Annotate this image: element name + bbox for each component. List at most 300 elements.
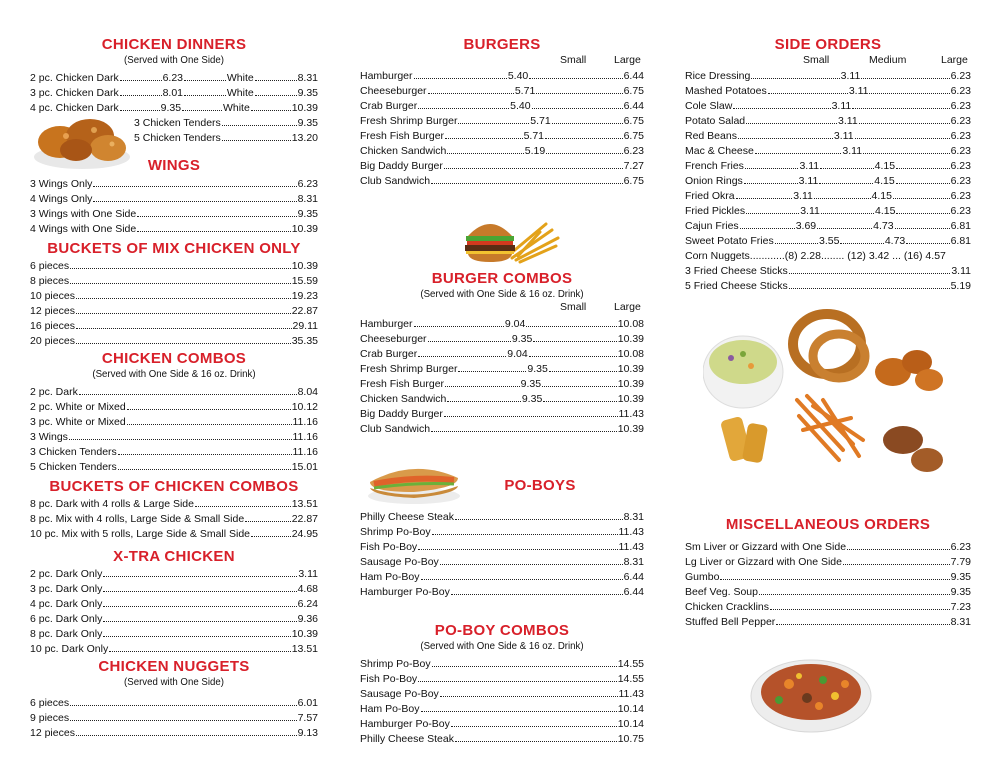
item-name: Fresh Fish Burger [360,130,445,142]
item-price: 6.75 [623,175,644,187]
item-price: 11.43 [618,688,644,700]
burger-combo-rows [360,317,644,437]
menu-row [360,555,644,570]
price-small: 3.69 [795,220,817,232]
item-price: 15.01 [291,461,318,473]
item-name: Crab Burger [360,100,418,112]
item-name: 8 pieces [30,275,70,287]
side-single-rows [685,264,971,294]
section-po-boy-combos [360,622,644,747]
item-price: 3.11 [951,265,971,277]
price-large: 6.23 [950,160,971,172]
item-price: 13.51 [291,498,318,510]
item-name: 10 pc. Mix with 5 rolls, Large Side & Small Side [30,528,251,540]
item-name: 3 Wings Only [30,178,93,190]
po-boy-combo-rows [360,657,644,747]
price-large: 6.23 [950,85,972,97]
section-title: PO-BOYS [504,477,576,494]
section-po-boys [360,477,644,600]
item-name: Chicken Sandwich [360,145,447,157]
item-price: 7.23 [950,601,971,613]
item-name: 3 pc. White or Mixed [30,416,126,428]
item-name: 9 pieces [30,712,70,724]
menu-row [360,347,644,362]
item-name: 2 pc. Dark [30,386,78,398]
price-large: 6.75 [623,115,645,127]
item-name: Sweet Potato Fries [685,235,774,247]
menu-row: 4 pc. Chicken Dark 9.35 White 10.39 [30,102,318,114]
item-price: 10.75 [617,733,644,745]
price-small: 3.11 [840,70,861,82]
price-medium: 4.73 [873,220,894,232]
price-large: 10.39 [617,378,644,390]
menu-row [685,600,971,615]
item-price: 24.95 [291,528,318,540]
item-price: 10.39 [291,628,318,640]
item-name: Big Daddy Burger [360,160,443,172]
menu-row [685,144,971,159]
menu-row [685,264,971,279]
section-title: SIDE ORDERS [774,36,882,53]
menu-row [30,304,318,319]
menu-row: 3 pc. Chicken Dark 8.01 White 9.35 [30,87,318,99]
menu-row [360,672,644,687]
item-price: 3.11 [298,568,318,580]
item-name: French Fries [685,160,744,172]
menu-row [30,289,318,304]
menu-row [685,279,971,294]
price-small: 9.35 [520,378,542,390]
item-price: 15.59 [291,275,318,287]
item-price: 19.23 [291,290,318,302]
size-header: Small Large [560,54,641,66]
section-subtitle: (Served with One Side) [124,54,224,66]
buckets-rows [30,259,318,349]
section-burger-combos [360,270,644,437]
menu-row [360,377,644,392]
item-name: Fresh Shrimp Burger [360,363,458,375]
menu-row [360,510,644,525]
item-name: Mac & Cheese [685,145,754,157]
menu-row [360,129,644,144]
item-price: 8.04 [297,386,318,398]
item-name: Fish Po-Boy [360,541,418,553]
item-price: 13.51 [291,643,318,655]
item-price: 22.87 [291,305,318,317]
price-large: 10.39 [617,333,645,345]
price-small: 3.11 [800,205,820,217]
menu-row [30,319,318,334]
price-small: 9.35 [527,363,548,375]
item-name: Fresh Shrimp Burger [360,115,458,127]
chicken-combo-rows [30,385,318,475]
item-name: 3 Chicken Tenders [30,446,117,458]
menu-row [30,527,318,542]
menu-row [360,159,644,174]
price-small: 3.11 [842,145,863,157]
item-name: Lg Liver or Gizzard with One Side [685,556,842,568]
item-price: 11.16 [292,431,318,443]
item-price: 29.11 [292,320,318,332]
section-title: MISCELLANEOUS ORDERS [725,516,931,533]
menu-row [30,274,318,289]
menu-row [685,189,971,204]
item-name: 4 Wings with One Side [30,223,137,235]
menu-row [30,567,318,582]
menu-row [30,445,318,460]
item-name: 4 Wings Only [30,193,93,205]
item-name: Fish Po-Boy [360,673,418,685]
price-medium: 4.15 [874,175,895,187]
menu-row [30,334,318,349]
price-small: 5.71 [523,130,545,142]
item-name: Red Beans [685,130,737,142]
item-name: Onion Rings [685,175,743,187]
item-price: 10.39 [291,223,318,235]
section-bucket-combos [30,478,318,542]
menu-row [30,460,318,475]
item-name: Big Daddy Burger [360,408,443,420]
menu-row [685,114,971,129]
item-name: Fried Okra [685,190,735,202]
menu-row [360,422,644,437]
item-name: 4 pc. Dark Only [30,598,103,610]
item-name: 6 pc. Dark Only [30,613,103,625]
po-boy-rows [360,510,644,600]
item-name: Hamburger [360,318,413,330]
menu-row [30,627,318,642]
item-name: 5 Fried Cheese Sticks [685,280,788,292]
section-title: BUCKETS OF MIX CHICKEN ONLY [47,240,301,257]
item-price: 8.31 [623,511,644,523]
menu-row [360,657,644,672]
price-small: 5.40 [510,100,531,112]
item-name: Shrimp Po-Boy [360,658,431,670]
menu-row [30,711,318,726]
menu-row [360,407,644,422]
item-name: Potato Salad [685,115,746,127]
item-name: 5 Chicken Tenders [30,461,117,473]
burger-rows [360,69,644,189]
menu-row [30,177,318,192]
menu-row: 3 Chicken Tenders 9.35 [134,117,318,129]
item-name: 3 Wings [30,431,68,443]
menu-row [30,612,318,627]
menu-row [30,726,318,741]
section-side-orders [685,36,971,294]
menu-row [30,512,318,527]
price-large: 6.23 [950,70,971,82]
item-name: 12 pieces [30,727,75,739]
item-name: Sausage Po-Boy [360,688,439,700]
vegetable-soup-image [749,654,873,734]
item-price: 5.19 [950,280,971,292]
item-price: 9.13 [297,727,318,739]
menu-row [360,732,644,747]
price-large: 10.08 [617,348,645,360]
menu-row [30,385,318,400]
item-price: 7.79 [950,556,971,568]
item-price: 11.43 [618,526,644,538]
item-name: Ham Po-Boy [360,571,420,583]
corn-nuggets-row: Corn Nuggets............(8) 2.28........ (12) 3.42 ... (16) 4.57 [685,250,946,262]
item-name: Club Sandwich [360,175,431,187]
menu-row [360,317,644,332]
price-small: 3.11 [833,130,854,142]
item-name: Hamburger Po-Boy [360,586,450,598]
price-large: 6.23 [950,190,972,202]
item-name: Ham Po-Boy [360,703,420,715]
menu-row: 2 pc. Chicken Dark 6.23 White 8.31 [30,72,318,84]
price-large: 10.08 [617,318,644,330]
menu-row [30,400,318,415]
menu-row [30,207,318,222]
item-name: Hamburger [360,70,413,82]
item-price: 14.55 [617,673,644,685]
item-name: Hamburger Po-Boy [360,718,450,730]
menu-row [360,144,644,159]
item-price: 7.57 [297,712,318,724]
menu-row [360,525,644,540]
section-title: X-TRA CHICKEN [113,548,235,565]
menu-row [685,129,971,144]
menu-row [360,392,644,407]
menu-row [360,69,644,84]
item-price: 8.31 [297,193,318,205]
price-large: 6.23 [950,130,971,142]
item-price: 11.43 [618,541,644,553]
section-chicken-nuggets [30,658,318,741]
price-small: 5.71 [530,115,551,127]
price-large: 6.75 [623,130,644,142]
menu-row [360,540,644,555]
section-title: BURGER COMBOS [431,270,573,287]
price-small: 5.40 [507,70,529,82]
menu-row [30,696,318,711]
item-name: 12 pieces [30,305,75,317]
price-large: 6.23 [623,145,645,157]
item-price: 6.23 [950,541,971,553]
price-medium: 4.15 [874,160,896,172]
item-name: 16 pieces [30,320,75,332]
price-large: 6.81 [950,235,972,247]
price-large: 6.23 [950,145,972,157]
menu-row [30,582,318,597]
misc-rows [685,540,971,630]
section-title: BUCKETS OF CHICKEN COMBOS [49,478,299,495]
price-large: 10.39 [617,393,645,405]
item-name: Cheeseburger [360,333,427,345]
menu-row [360,687,644,702]
item-name: 8 pc. Dark with 4 rolls & Large Side [30,498,194,510]
size-header: Small Medium Large [803,54,968,66]
price-large: 6.23 [950,175,971,187]
menu-row [360,570,644,585]
menu-row [685,204,971,219]
item-name: 10 pc. Dark Only [30,643,109,655]
menu-row [360,362,644,377]
item-price: 8.31 [623,556,644,568]
price-large: 6.44 [623,70,644,82]
item-name: 3 Wings with One Side [30,208,137,220]
item-price: 6.24 [297,598,318,610]
item-price: 35.35 [291,335,318,347]
burger-and-fries-image [460,210,560,266]
price-large: 6.23 [950,115,971,127]
side-dishes-image [703,300,953,485]
item-name: 8 pc. Mix with 4 rolls, Large Side & Small Side [30,513,245,525]
item-name: Fresh Fish Burger [360,378,445,390]
item-price: 6.44 [623,586,644,598]
price-large: 6.23 [950,205,971,217]
item-price: 14.55 [617,658,644,670]
menu-row: 5 Chicken Tenders 13.20 [134,132,318,144]
item-name: Philly Cheese Steak [360,733,454,745]
menu-row [685,585,971,600]
item-price: 10.14 [617,703,644,715]
wings-rows [30,177,318,237]
section-title: CHICKEN NUGGETS [98,658,250,675]
price-small: 3.11 [798,175,819,187]
menu-row [360,332,644,347]
item-price: 4.68 [297,583,318,595]
item-name: Fried Pickles [685,205,746,217]
item-price: 11.16 [292,416,318,428]
menu-row [360,84,644,99]
menu-row [685,570,971,585]
item-name: Chicken Sandwich [360,393,447,405]
item-price: 9.35 [950,586,971,598]
item-name: Gumbo [685,571,720,583]
price-small: 3.55 [819,235,840,247]
section-buckets-mix [30,240,318,349]
section-burgers [360,36,644,189]
item-price: 11.16 [292,446,318,458]
price-small: 3.11 [848,85,869,97]
item-price: 6.01 [297,697,318,709]
price-large: 6.44 [623,100,645,112]
menu-row [685,174,971,189]
price-small: 9.04 [504,318,526,330]
section-subtitle: (Served with One Side) [124,676,224,688]
item-name: 10 pieces [30,290,75,302]
item-name: 20 pieces [30,335,75,347]
menu-row [360,585,644,600]
menu-row [360,717,644,732]
item-name: Rice Dressing [685,70,751,82]
menu-row [685,159,971,174]
menu-row [685,234,971,249]
price-large: 6.81 [950,220,971,232]
price-large: 6.23 [950,100,972,112]
side-rows [685,69,971,249]
section-subtitle: (Served with One Side & 16 oz. Drink) [420,640,584,652]
price-medium: 4.15 [871,190,892,202]
price-medium: 4.15 [875,205,896,217]
item-name: Philly Cheese Steak [360,511,454,523]
section-xtra-chicken [30,548,318,657]
item-name: 2 pc. White or Mixed [30,401,126,413]
menu-row [685,99,971,114]
menu-row [360,702,644,717]
menu-row [685,540,971,555]
menu-row [685,84,971,99]
menu-row [30,259,318,274]
section-title: PO-BOY COMBOS [434,622,570,639]
price-small: 3.11 [793,190,813,202]
section-title: WINGS [147,157,201,174]
item-name: Crab Burger [360,348,418,360]
item-price: 11.43 [618,408,644,420]
item-price: 6.44 [623,571,644,583]
price-large: 6.75 [623,85,645,97]
item-name: Club Sandwich [360,423,431,435]
item-name: Sm Liver or Gizzard with One Side [685,541,847,553]
item-name: 8 pc. Dark Only [30,628,103,640]
section-title: CHICKEN DINNERS [101,36,247,53]
xtra-rows [30,567,318,657]
menu-row [360,174,644,189]
item-price: 10.14 [617,718,644,730]
item-price: 9.35 [297,208,318,220]
item-name: 6 pieces [30,260,70,272]
price-small: 9.04 [507,348,528,360]
item-name: Mashed Potatoes [685,85,767,97]
menu-row [30,192,318,207]
menu-row [30,597,318,612]
price-small: 5.19 [524,145,546,157]
price-small: 3.11 [838,115,858,127]
menu-row [685,555,971,570]
section-misc-orders [685,516,971,630]
item-name: 2 pc. Dark Only [30,568,103,580]
item-name: Cajun Fries [685,220,739,232]
menu-row [685,615,971,630]
item-price: 7.27 [623,160,644,172]
menu-row [30,222,318,237]
item-price: 10.39 [291,260,318,272]
menu-row [360,114,644,129]
item-price: 8.31 [950,616,971,628]
item-name: Chicken Cracklins [685,601,770,613]
menu-row [360,99,644,114]
item-name: 3 pc. Dark Only [30,583,103,595]
item-price: 22.87 [291,513,318,525]
item-name: 3 Fried Cheese Sticks [685,265,788,277]
item-name: 6 pieces [30,697,70,709]
menu-row [30,430,318,445]
section-wings [30,157,318,237]
menu-row [30,642,318,657]
item-price: 9.35 [950,571,971,583]
section-title: CHICKEN COMBOS [101,350,247,367]
item-price: 9.36 [297,613,318,625]
item-price: 10.12 [291,401,318,413]
section-chicken-combos [30,350,318,475]
section-subtitle: (Served with One Side & 16 oz. Drink) [420,288,584,300]
price-small: 9.35 [511,333,533,345]
menu-row [685,219,971,234]
section-subtitle: (Served with One Side & 16 oz. Drink) [92,368,256,380]
item-name: Sausage Po-Boy [360,556,439,568]
menu-row [685,69,971,84]
price-small: 3.11 [799,160,820,172]
price-small: 9.35 [521,393,543,405]
item-name: Stuffed Bell Pepper [685,616,776,628]
menu-row [30,415,318,430]
item-name: Cole Slaw [685,100,733,112]
item-price: 6.23 [297,178,318,190]
